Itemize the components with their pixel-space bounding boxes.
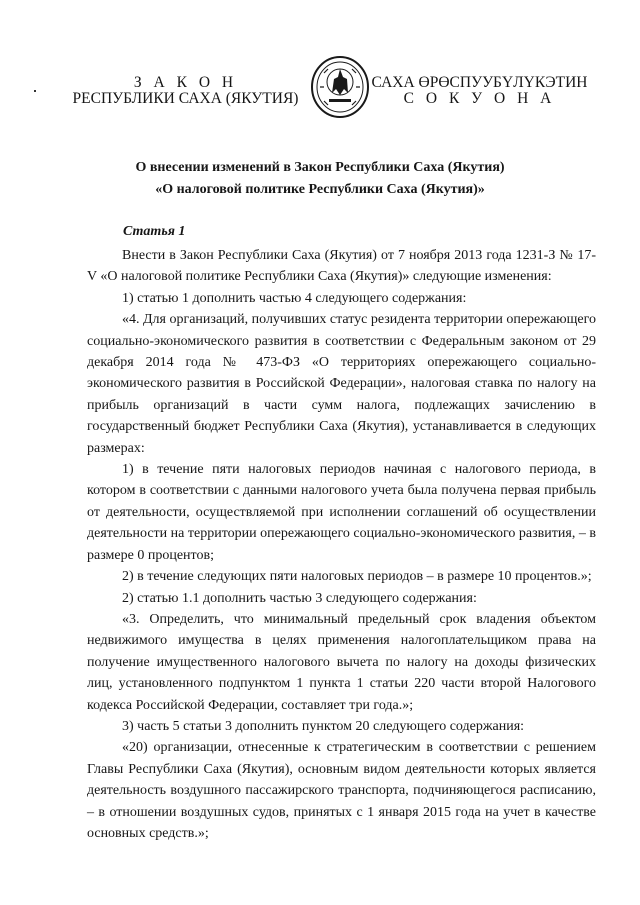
paragraph: 3) часть 5 статьи 3 дополнить пунктом 20 следующего содержания: <box>122 718 525 734</box>
paragraph: Внести в Закон Республики Саха (Якутия) от 7 ноября 2013 года 1231-З № 17-V «О налоговой политике Республики Саха (Якутия)» следующие изменения: <box>87 248 596 285</box>
paragraph: 2) в течение следующих пяти налоговых периодов – в размере 10 процентов.»; <box>122 569 592 585</box>
paragraph: «3. Определить, что минимальный предельный срок владения объектом недвижимого имущества в целях применения налогоплательщиком права на получение имущественного налогового вычета по налогу на доходы физических лиц, установленного подпунктом 1 пункта 1 статьи 220 части второй Налогового кодекса Российской Федерации, составляет три года.»; <box>87 611 596 713</box>
emblem-icon <box>310 55 370 119</box>
law-title-line2: «О налоговой политике Республики Саха (Якутия)» <box>155 182 485 197</box>
header-right <box>367 75 592 107</box>
paragraph: 2) статью 1.1 дополнить частью 3 следующего содержания: <box>122 590 477 606</box>
law-title-line1: О внесении изменений в Закон Республики Саха (Якутия) <box>135 160 505 175</box>
paragraph: 1) в течение пяти налоговых периодов начиная с налогового периода, в котором в соответствии с данными налогового учета была получена первая прибыль от деятельности, осуществляемой при исполнении соглашений об осуществлении деятельности на территории опережающего социально-экономического развития, – в размере 0 процентов; <box>87 462 596 563</box>
scan-speck <box>34 90 36 92</box>
paragraph: «4. Для организаций, получивших статус резидента территории опережающего социально-экономического развития в соответствии с Федеральным законом от 29 декабря 2014 года № 473-ФЗ «О территориях опережающего социально-экономического развития в Российской Федерации», налоговая ставка по налогу на прибыль организаций в части сумм налога, подлежащих зачислению в государственный бюджет Республики Саха (Якутия), устанавливается в следующих размерах: <box>87 312 596 456</box>
paragraph: «20) организации, отнесенные к стратегическим в соответствии с решением Главы Республики Саха (Якутия), основным видом деятельности которых является деятельность воздушного пассажирского транспорта, подчиняющегося расписанию, – в отношении воздушных судов, принятых с 1 января 2015 года на учет в качестве основных средств.»; <box>87 740 596 841</box>
article-heading: Статья 1 <box>123 224 186 239</box>
header-left-line1: З А К О Н <box>133 74 238 91</box>
header-left <box>68 75 303 107</box>
article-body <box>87 245 596 844</box>
header-left-line2: РЕСПУБЛИКИ САХА (ЯКУТИЯ) <box>72 90 299 107</box>
header-right-line2: С О К У О Н А <box>403 90 556 107</box>
paragraph: 1) статью 1 дополнить частью 4 следующего содержания: <box>122 290 467 306</box>
header-right-line1: САХА ӨРӨСПУУБҮЛҮКЭТИН <box>371 74 588 91</box>
